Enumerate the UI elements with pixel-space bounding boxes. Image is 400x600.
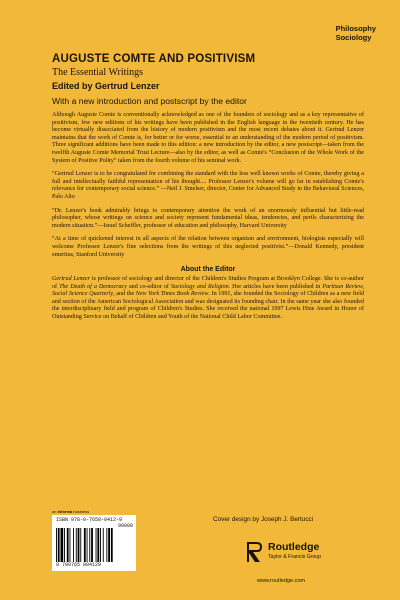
informa-imprint: an informa business [52,509,90,514]
category-label [336,24,376,42]
category-sociology: Sociology [335,33,372,42]
book-title: AUGUSTE COMTE AND POSITIVISM [52,53,256,65]
price-code: 90000 [117,523,133,529]
barcode-number: 9 780765 804129 [56,562,102,568]
cover-content [52,52,364,322]
publisher-url: www.routledge.com [257,578,305,584]
barcode-block [52,509,138,571]
review-quote-kennedy: “At a time of quickened interest in all aspects of the relation between organism and environment, biologists especially will welcome Professor Lenzer's fine selections from the writings of this neglected positivist.”—Donald Kennedy, president emeritus, Stanford University [52,236,364,258]
cover-design-credit: Cover design by Joseph J. Bertucci [213,516,314,523]
isbn-text: ISBN 978-0-7658-0412-9 [56,517,123,523]
about-editor-text: Gertrud Lenzer is professor of sociology and director of the Children's Studies Program at Brooklyn College. She is co-author of The Death of a Democracy and co-editor of Sociology and Religion. Her articles have been published in Partisan Review, Social Science Quarterly, and the New York Times Book Review. In 1991, she founded the Sociology of Children as a new field and section of the American Sociological Association and was designated its founding chair. In the same year she also founded the interdisciplinary field and program of Children's Studies. She received the national 1997 Lewis Hine Award in Honor of Outstanding Service on Behalf of Children and Youth of the National Child Labor Committee. [52,276,365,321]
editor-credit: Edited by Gertrud Lenzer [52,81,160,91]
barcode-bars [56,528,132,562]
category-philosophy: Philosophy [335,24,376,33]
routledge-logo-icon [244,540,264,564]
publisher-group: Taylor & Francis Group [268,554,322,560]
publisher-name: Routledge [268,541,320,553]
about-editor-heading: About the Editor [180,266,236,274]
review-quote-smelser: “Gertrud Lenzer is to be congratulated for combining the standard with the less well known works of Comte, thereby giving a full and intellectually faithful representation of his thought.... Professor Lenzer's volume will go far in establishing Comte's relevance for contemporary social science.” —Neil J. Smelser, director, Center for Advanced Study in the Behavioral Sciences, Palo Alto [52,171,364,200]
book-subtitle: The Essential Writings [52,67,144,78]
book-description: Although Auguste Comte is conventionally acknowledged as one of the founders of sociology and as a key representative of positivism, few new editions of his writings have been published in the English language in the twentieth century. He has become virtually dissociated from the history of modern positivism and the most recent debates about it. Gertrud Lenzer maintains that the work of Comte is, for better or for worse, essential to an understanding of the modern period of positivism. Three significant additions have been made to this edition: a new introduction by the editor, a new postscript—taken from the twelfth Auguste Comte Memorial Trust Lecture—also by the editor, as well as Comte's “Conclusion of the Whole Work of the System of Positive Polity” taken from the fourth volume of his seminal work. [52,112,364,164]
review-quote-scheffler: “Dr. Lenzer's book admirably brings to contemporary attention the work of an enormously influential but little-read philosopher, whose writings on science and society represent fundamental ideas, tendencies, and perils characterizing the modern situation.”—Israel Scheffler, professor of education and philosophy, Harvard University [52,207,364,229]
editor-name: Gertrud Lenzer [52,276,90,283]
barcode [52,515,136,571]
edition-note: With a new introduction and postscript by the editor [52,96,247,106]
